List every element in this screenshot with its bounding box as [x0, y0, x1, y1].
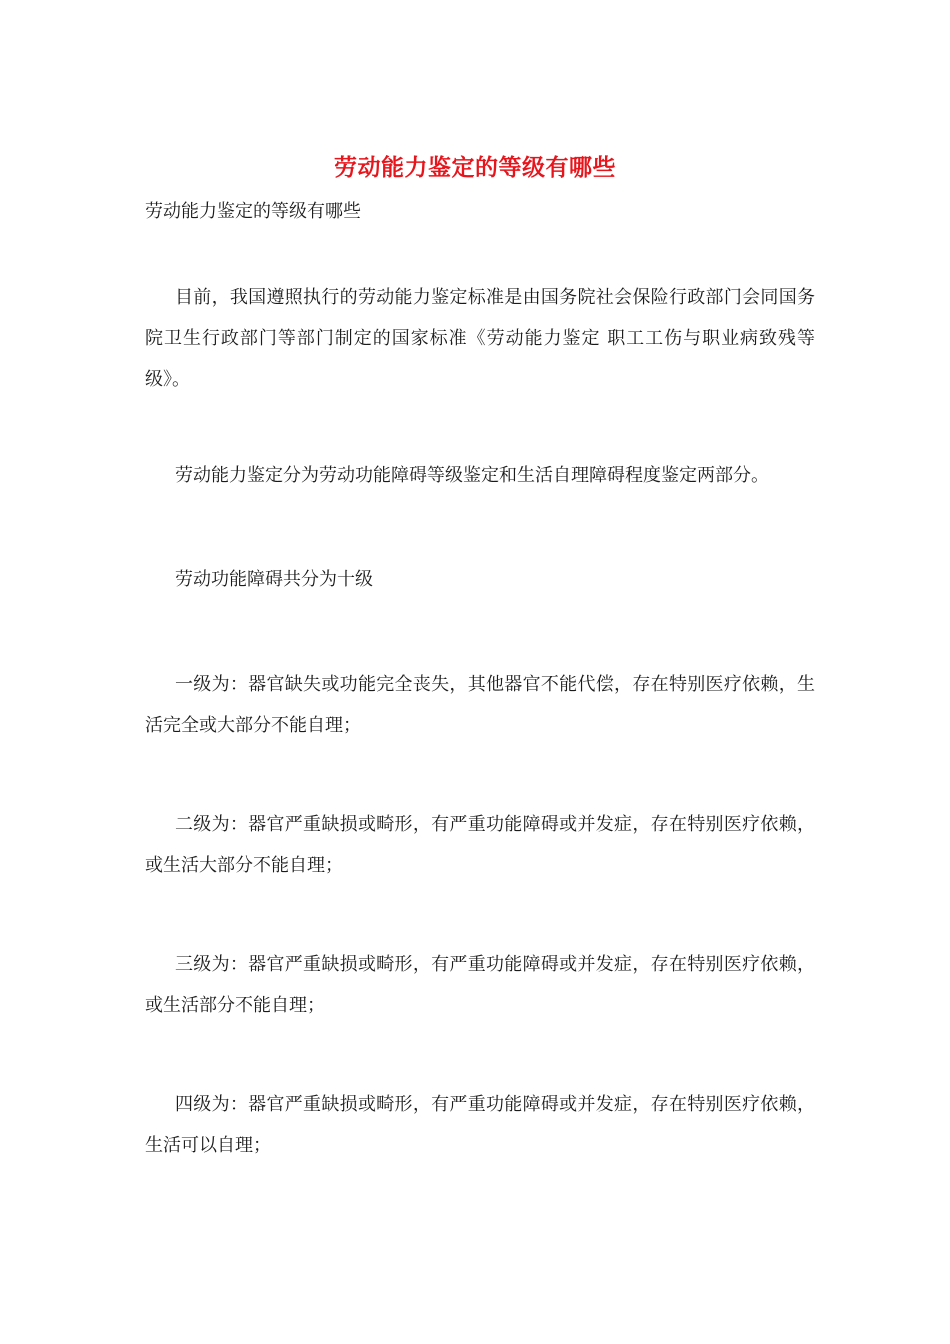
paragraph-level-2: 二级为：器官严重缺损或畸形，有严重功能障碍或并发症，存在特别医疗依赖，或生活大部分不能自理； [145, 814, 815, 876]
paragraph-level-4: 四级为：器官严重缺损或畸形，有严重功能障碍或并发症，存在特别医疗依赖，生活可以自理； [145, 1094, 815, 1156]
document-title: 劳动能力鉴定的等级有哪些 [334, 155, 616, 181]
paragraph-level-3: 三级为：器官严重缺损或畸形，有严重功能障碍或并发症，存在特别医疗依赖，或生活部分不能自理； [145, 954, 815, 1016]
paragraph-level-1: 一级为：器官缺失或功能完全丧失，其他器官不能代偿，存在特别医疗依赖，生活完全或大部分不能自理； [145, 674, 815, 736]
paragraph-two-parts: 劳动能力鉴定分为劳动功能障碍等级鉴定和生活自理障碍程度鉴定两部分。 [175, 465, 769, 486]
document-subtitle: 劳动能力鉴定的等级有哪些 [145, 201, 361, 222]
paragraph-ten-levels: 劳动功能障碍共分为十级 [175, 569, 373, 590]
paragraph-standard: 目前，我国遵照执行的劳动能力鉴定标准是由国务院社会保险行政部门会同国务院卫生行政部门等部门制定的国家标准《劳动能力鉴定 职工工伤与职业病致残等级》。 [145, 287, 815, 390]
